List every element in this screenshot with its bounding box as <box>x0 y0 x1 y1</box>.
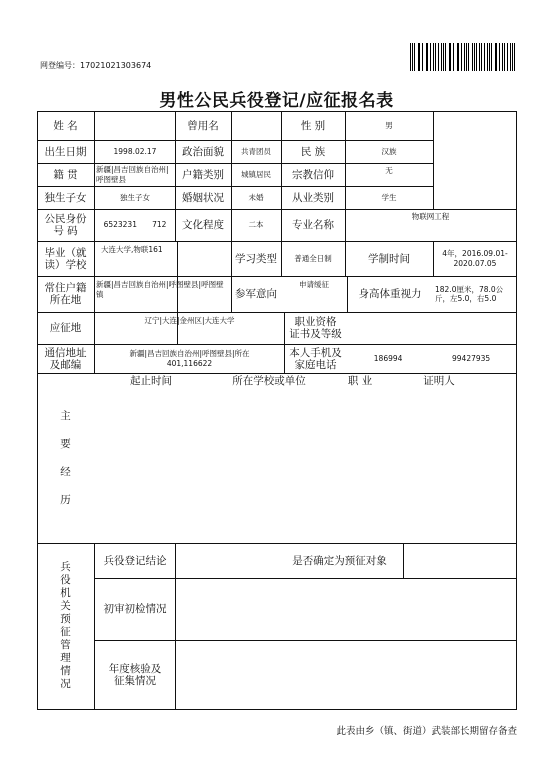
school-field[interactable]: 大连大学,物联161 <box>101 245 163 254</box>
certificate-field[interactable] <box>348 312 516 344</box>
id-label-line-1: 公民身份 <box>44 213 87 225</box>
barcode-bar <box>468 43 469 71</box>
birth-field[interactable]: 1998.02.17 <box>113 146 157 156</box>
resume-label <box>37 373 94 543</box>
barcode-bar <box>426 43 427 71</box>
body-label: 身高体重视力 <box>358 288 422 300</box>
registration-conclusion-label: 兵役登记结论 <box>103 554 167 567</box>
resume-header-time: 起止时间 <box>130 375 172 387</box>
office-label-char-3: 机 <box>60 587 71 599</box>
initial-check-field[interactable] <box>176 578 516 640</box>
page-title: 男性公民兵役登记/应征报名表 <box>159 91 394 111</box>
phone-part-2: 99427935 <box>452 353 491 363</box>
barcode-bar <box>499 43 500 71</box>
military-intent-label: 参军意向 <box>235 288 277 300</box>
barcode-image <box>410 43 518 71</box>
resume-label-char-2: 要 <box>60 438 71 450</box>
residence-field[interactable]: 新疆|昌吉回族自治州|呼图壁县|呼图壁镇 <box>96 280 224 299</box>
resume-header-title: 职 业 <box>347 375 373 387</box>
resume-label-char-1: 主 <box>60 410 71 422</box>
barcode-bar <box>479 43 480 71</box>
barcode-bar <box>414 43 415 71</box>
address-line-1: 新疆|昌吉回族自治州|呼图壁县|所在 <box>129 349 250 358</box>
military-intent-field[interactable]: 申请缓征 <box>299 280 329 289</box>
gender-label: 性 别 <box>300 119 326 132</box>
residence-label <box>37 276 94 312</box>
address-label-line-2: 及邮编 <box>49 358 82 371</box>
major-label: 专业名称 <box>292 219 334 231</box>
resume-header-school: 所在学校或单位 <box>232 375 306 387</box>
footer-note: 此表由乡（镇、街道）武装部长期留存备查 <box>336 726 517 737</box>
registration-conclusion-field[interactable] <box>176 543 276 578</box>
pre-select-label: 是否确定为预征对象 <box>292 554 387 567</box>
duration-label: 学制时间 <box>368 252 410 265</box>
barcode-bar <box>514 43 515 71</box>
id-label-line-2: 号 码 <box>53 225 78 237</box>
registration-number-value: 17021021303674 <box>80 61 152 70</box>
barcode-bar <box>472 43 473 71</box>
certificate-label <box>284 312 347 344</box>
office-label-char-10: 况 <box>60 678 71 690</box>
annual-check-label-line-2: 征集情况 <box>114 674 156 687</box>
id-number-label <box>37 209 94 241</box>
barcode-bar <box>464 43 465 71</box>
pre-select-field[interactable] <box>404 543 516 578</box>
office-label-char-1: 兵 <box>60 561 71 573</box>
religion-field[interactable]: 无 <box>385 166 393 175</box>
office-label-char-8: 理 <box>60 652 71 664</box>
phone-label-line-2: 家庭电话 <box>294 358 337 371</box>
id-number-field[interactable] <box>95 209 175 241</box>
residence-label-line-1: 常住户籍 <box>44 282 87 294</box>
address-field[interactable] <box>95 344 284 373</box>
certificate-label-line-2: 证书及等级 <box>289 328 342 340</box>
study-type-label: 学习类型 <box>235 252 277 265</box>
only-child-label: 独生子女 <box>44 191 87 204</box>
name-label: 姓 名 <box>53 119 78 132</box>
gender-field[interactable]: 男 <box>385 120 393 130</box>
barcode-bar <box>410 43 411 71</box>
resume-label-char-4: 历 <box>60 494 71 506</box>
id-number-part-2: 712 <box>152 220 167 230</box>
duration-field[interactable] <box>434 241 516 276</box>
phone-part-1: 186994 <box>373 353 403 363</box>
office-label-char-7: 管 <box>60 639 71 651</box>
initial-check-label: 初审初检情况 <box>103 603 167 615</box>
office-label-char-4: 关 <box>60 600 71 612</box>
marital-field[interactable]: 未婚 <box>248 192 264 202</box>
address-label <box>37 344 94 373</box>
photo-box <box>434 111 516 209</box>
registration-number-label: 网登编号： <box>40 61 80 70</box>
residence-label-line-2: 所在地 <box>49 294 82 306</box>
school-label <box>37 241 94 276</box>
education-label: 文化程度 <box>182 219 224 231</box>
annual-check-label <box>95 640 175 709</box>
duration-line-2: 2020.07.05 <box>453 258 497 268</box>
resume-entries-area[interactable] <box>95 390 516 542</box>
barcode-bar <box>435 43 436 71</box>
office-label-char-6: 征 <box>60 626 71 638</box>
native-place-field[interactable]: 新疆|昌吉回族自治州|呼图壁县 <box>96 165 169 184</box>
former-name-field[interactable] <box>231 111 281 140</box>
annual-check-field[interactable] <box>176 640 516 709</box>
barcode-bar <box>450 43 451 71</box>
duration-line-1: 4年，2016.09.01- <box>442 249 508 258</box>
occupation-label: 从业类别 <box>292 191 334 204</box>
barcode-bar <box>487 43 488 71</box>
ethnicity-field[interactable]: 汉族 <box>381 146 397 156</box>
education-field[interactable]: 二本 <box>248 220 264 230</box>
office-label-char-5: 预 <box>60 613 71 625</box>
resume-label-char-3: 经 <box>60 466 71 478</box>
political-label: 政治面貌 <box>182 145 224 158</box>
body-field[interactable]: 182.0厘米，78.0公斤，左5.0，右5.0 <box>435 284 504 303</box>
military-office-label <box>37 543 94 709</box>
school-label-line-1: 毕业（就 <box>44 246 87 259</box>
barcode-bar <box>495 43 496 71</box>
school-label-line-2: 读）学校 <box>44 258 87 271</box>
household-type-label: 户籍类别 <box>182 168 224 181</box>
phone-field[interactable] <box>348 344 516 373</box>
registration-number <box>40 60 151 71</box>
phone-label <box>284 344 347 373</box>
ethnicity-label: 民 族 <box>300 145 326 158</box>
registration-form <box>37 111 517 710</box>
barcode-bar <box>422 43 423 71</box>
only-child-field[interactable]: 独生子女 <box>120 192 150 202</box>
conscription-place-field[interactable]: 辽宁|大连|金州区|大连大学 <box>144 316 235 325</box>
major-field[interactable]: 物联网工程 <box>411 212 450 221</box>
barcode-bar <box>481 43 482 71</box>
annual-check-label-line-1: 年度核验及 <box>108 662 162 675</box>
former-name-label: 曾用名 <box>187 119 219 132</box>
birth-label: 出生日期 <box>44 145 87 158</box>
barcode-bar <box>443 43 444 71</box>
occupation-field[interactable]: 学生 <box>381 192 397 202</box>
barcode-bar <box>502 43 503 71</box>
certificate-label-line-1: 职业资格 <box>294 316 337 328</box>
office-label-char-9: 情 <box>60 665 71 677</box>
religion-label: 宗教信仰 <box>292 168 334 181</box>
native-place-label: 籍 贯 <box>53 168 78 181</box>
barcode-bar <box>441 43 442 71</box>
address-label-line-1: 通信地址 <box>44 346 87 359</box>
marital-label: 婚姻状况 <box>182 191 224 204</box>
barcode-bar <box>457 43 458 71</box>
study-type-field[interactable]: 普通全日制 <box>294 253 332 263</box>
conscription-place-label: 应征地 <box>49 322 82 334</box>
political-field[interactable]: 共青团员 <box>241 146 271 156</box>
resume-header-witness: 证明人 <box>423 375 455 387</box>
phone-label-line-1: 本人手机及 <box>289 346 342 359</box>
household-type-field[interactable]: 城镇居民 <box>241 169 271 179</box>
name-field[interactable] <box>95 111 175 140</box>
id-number-part-1: 6523231 <box>103 220 137 230</box>
barcode-bar <box>433 43 434 71</box>
office-label-char-2: 役 <box>60 574 71 586</box>
barcode-bar <box>507 43 508 71</box>
address-line-2: 401,116622 <box>166 358 213 368</box>
